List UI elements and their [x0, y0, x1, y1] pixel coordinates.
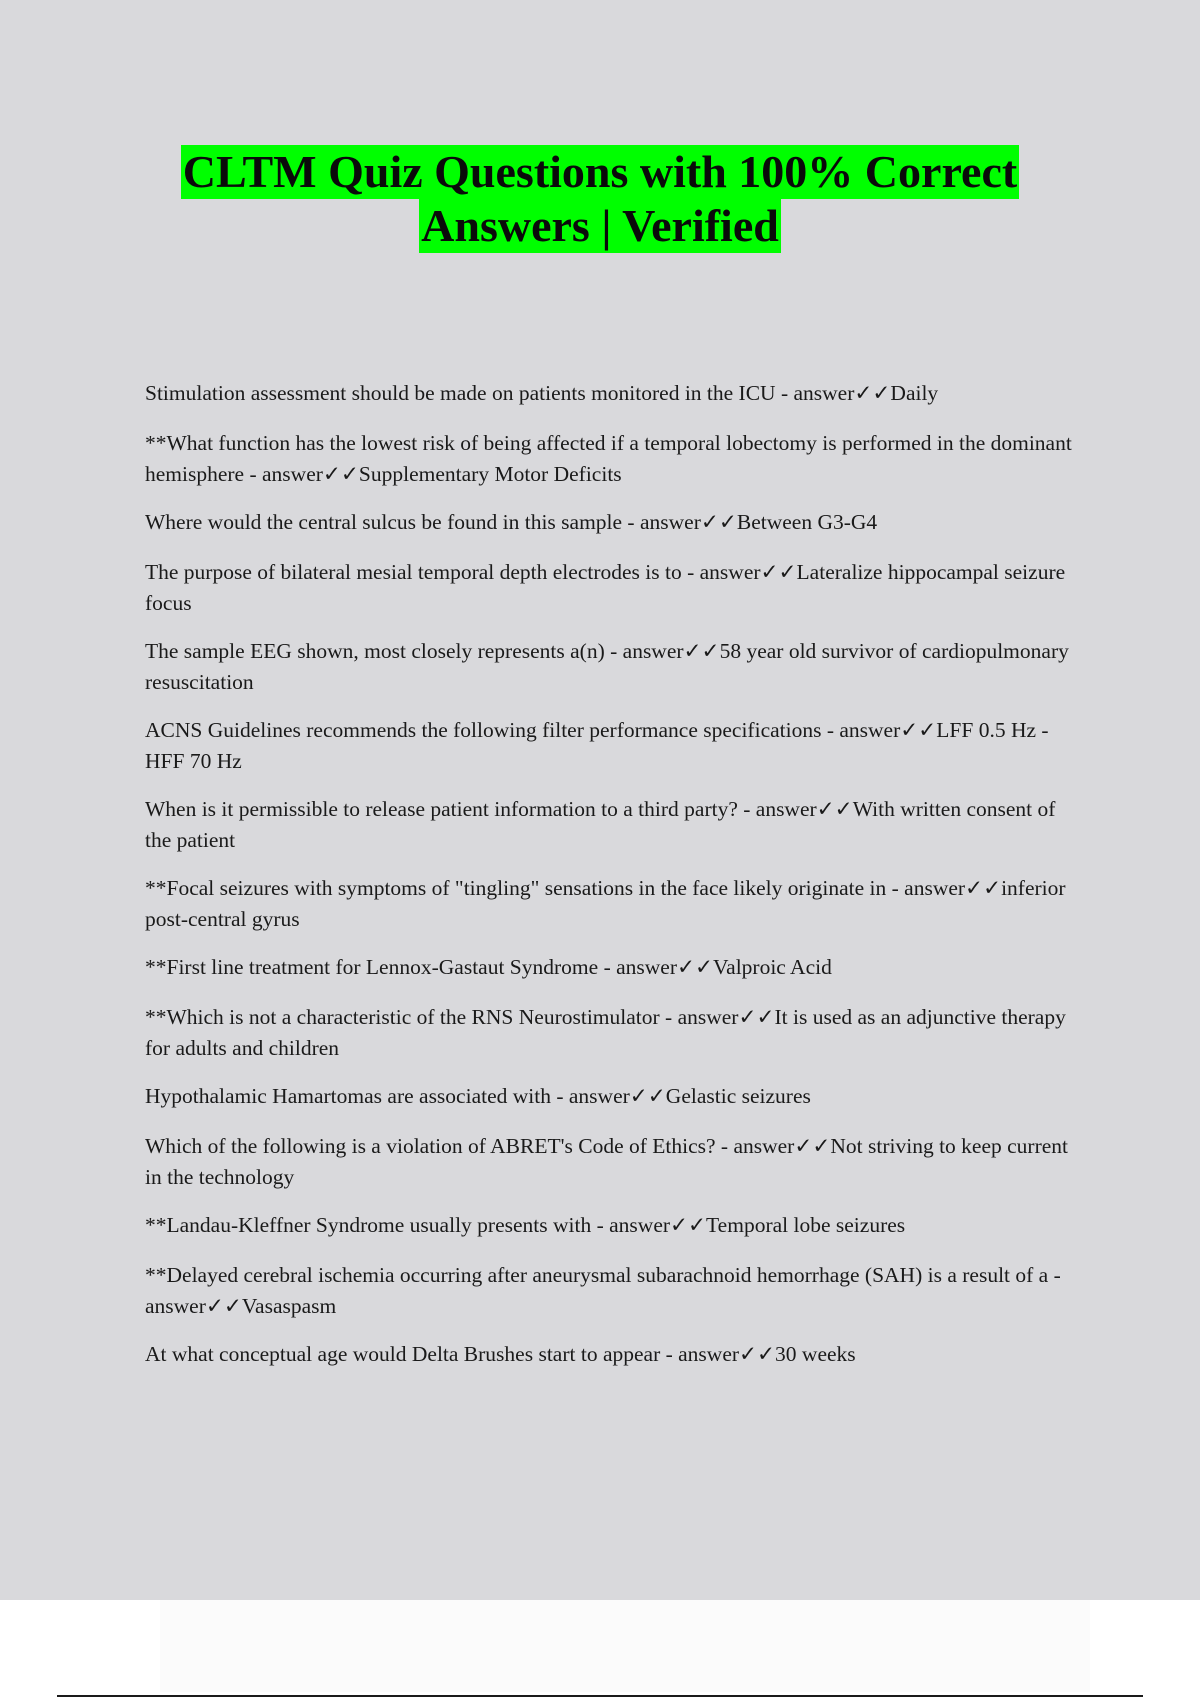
- title-line: CLTM Quiz Questions with 100% Correct: [182, 146, 1018, 197]
- qa-item: **First line treatment for Lennox-Gastaut Syndrome - answer✓✓Valproic Acid: [145, 955, 832, 979]
- qa-item: When is it permissible to release patient information to a third party? - answer✓✓With written consent of the patient: [145, 797, 1056, 852]
- qa-item: Stimulation assessment should be made on patients monitored in the ICU - answer✓✓Daily: [145, 381, 939, 405]
- qa-list: [145, 378, 1085, 1389]
- footer-panel: [160, 1600, 1090, 1692]
- qa-item: The sample EEG shown, most closely represents a(n) - answer✓✓58 year old survivor of cardiopulmonary resuscitation: [145, 639, 1069, 694]
- footer-divider: [57, 1695, 1143, 1697]
- qa-item: **Delayed cerebral ischemia occurring after aneurysmal subarachnoid hemorrhage (SAH) is a result of a - answer✓✓Vasaspasm: [145, 1263, 1061, 1318]
- qa-item: The purpose of bilateral mesial temporal depth electrodes is to - answer✓✓Lateralize hippocampal seizure focus: [145, 560, 1066, 615]
- qa-item: **Focal seizures with symptoms of "tingling" sensations in the face likely originate in - answer✓✓inferior post-central gyrus: [145, 876, 1066, 931]
- qa-item: **Landau-Kleffner Syndrome usually presents with - answer✓✓Temporal lobe seizures: [145, 1213, 906, 1237]
- document-title: [0, 145, 1200, 253]
- title-line: Answers | Verified: [421, 200, 779, 251]
- page-footer: [0, 1600, 1200, 1700]
- qa-item: Which of the following is a violation of ABRET's Code of Ethics? - answer✓✓Not striving to keep current in the technology: [145, 1134, 1069, 1189]
- qa-item: **Which is not a characteristic of the RNS Neurostimulator - answer✓✓It is used as an adjunctive therapy for adults and children: [145, 1005, 1066, 1060]
- qa-item: **What function has the lowest risk of being affected if a temporal lobectomy is performed in the dominant hemisphere - answer✓✓Supplementary Motor Deficits: [145, 431, 1072, 486]
- qa-item: Hypothalamic Hamartomas are associated with - answer✓✓Gelastic seizures: [145, 1084, 811, 1108]
- qa-item: Where would the central sulcus be found in this sample - answer✓✓Between G3-G4: [145, 510, 878, 534]
- qa-item: ACNS Guidelines recommends the following filter performance specifications - answer✓✓LFF 0.5 Hz - HFF 70 Hz: [145, 718, 1049, 773]
- qa-item: At what conceptual age would Delta Brushes start to appear - answer✓✓30 weeks: [145, 1342, 856, 1366]
